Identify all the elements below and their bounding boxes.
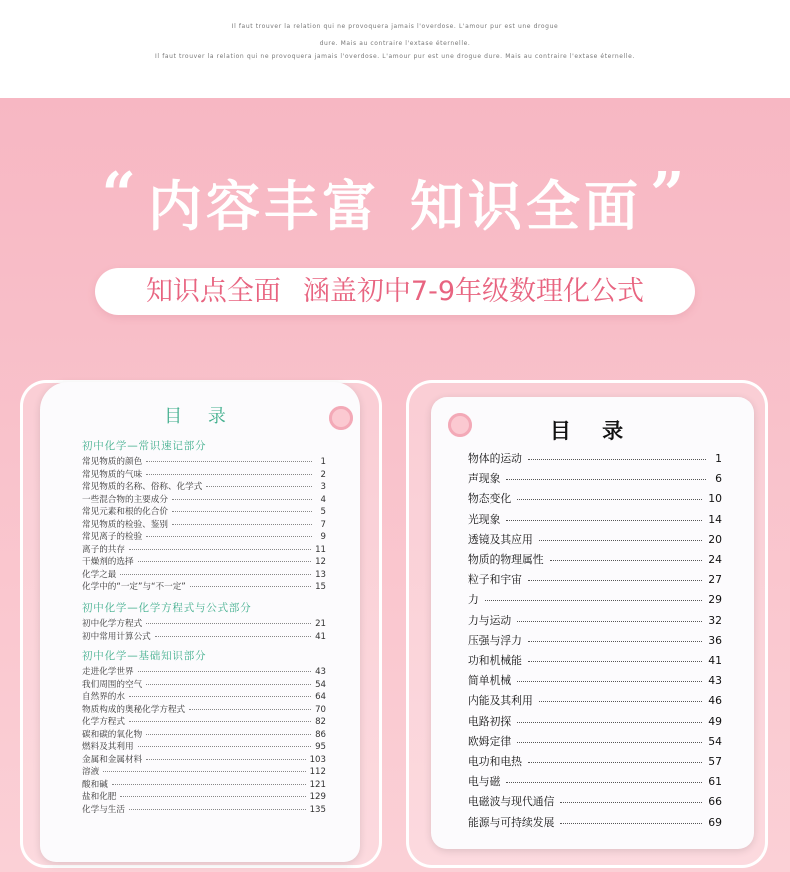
dot-leader [528, 641, 702, 642]
toc-entry-label: 自然界的水 [82, 692, 125, 702]
toc-entry-page: 9 [320, 532, 326, 542]
toc-entry [82, 543, 326, 555]
toc-entry-label: 走进化学世界 [82, 667, 134, 677]
toc-entry-label: 力 [468, 593, 479, 607]
section-heading: 初中化学—常识速记部分 [82, 440, 207, 452]
tagline-line-2: dure. Mais au contraire l'extase éternelle. [319, 40, 471, 47]
toc-entry [82, 690, 326, 702]
toc-entry-page: 2 [320, 469, 326, 480]
dot-leader [172, 499, 312, 500]
toc-entry-label: 初中化学方程式 [82, 619, 143, 629]
dot-leader [138, 746, 311, 747]
toc-entry [82, 790, 326, 802]
dot-leader [517, 681, 702, 682]
toc-entry-label: 离子的共存 [82, 544, 125, 555]
toc-entry [468, 734, 722, 752]
toc-entry-label: 简单机械 [468, 674, 512, 688]
toc-entry [82, 678, 326, 690]
toc-entry [468, 552, 722, 570]
dot-leader [517, 722, 702, 723]
dot-leader [146, 474, 312, 475]
headline [0, 160, 790, 241]
dot-leader [539, 701, 702, 702]
toc-entry-label: 化学之最 [82, 569, 117, 580]
toc-entry-page: 24 [708, 553, 722, 566]
dot-leader [528, 762, 702, 763]
toc-entry-page: 29 [708, 593, 722, 607]
toc-entry-label: 电功和电热 [468, 755, 522, 768]
toc-entry [468, 815, 722, 833]
dot-leader [129, 721, 311, 722]
toc-entry [468, 633, 722, 651]
section-heading: 初中化学—化学方程式与公式部分 [82, 602, 252, 614]
toc-entry-page: 10 [708, 492, 722, 506]
toc-entry-label: 物体的运动 [468, 452, 522, 465]
toc-entry-label: 燃料及其利用 [82, 742, 134, 752]
toc-entry-page: 14 [708, 512, 722, 526]
toc-entry-label: 溶液 [82, 767, 100, 777]
toc-entry-page: 1 [715, 452, 722, 465]
headline-part-b: 知识全面 [410, 175, 642, 238]
tagline-line-3: Il faut trouver la relation qui ne provoquera jamais l'overdose. L'amour pur est une drogue dure. Mais au contraire l'extase éternelle. [155, 53, 635, 60]
toc-entry [82, 518, 326, 530]
dot-leader [146, 684, 311, 685]
toc-entry-page: 86 [315, 729, 326, 740]
headline-part-a: 内容丰富 [148, 175, 380, 238]
physics-card-title: 目 录 [549, 419, 636, 443]
dot-leader [550, 560, 703, 561]
toc-entry [82, 455, 326, 467]
toc-entry-label: 力与运动 [468, 613, 512, 627]
toc-entry [468, 572, 722, 590]
toc-entry [468, 754, 722, 772]
chemistry-card-title: 目 录 [164, 406, 236, 427]
toc-entry-page: 41 [708, 654, 722, 667]
toc-entry [468, 714, 722, 732]
toc-entry-label: 粒子和宇宙 [468, 573, 522, 587]
toc-entry-page: 70 [315, 704, 326, 715]
toc-entry-page: 46 [708, 694, 722, 708]
subtitle-part-b: 涵盖初中7-9年级数理化公式 [302, 276, 645, 307]
toc-entry-page: 41 [315, 631, 326, 642]
dot-leader [528, 661, 702, 662]
toc-entry-page: 66 [708, 795, 722, 809]
subtitle-pill [95, 268, 695, 315]
dot-leader [146, 623, 311, 624]
toc-entry-page: 82 [315, 717, 326, 727]
toc-entry [82, 765, 326, 777]
toc-entry-page: 27 [708, 573, 722, 587]
toc-entry-page: 36 [708, 633, 722, 647]
header-band [0, 0, 790, 98]
dot-leader [146, 461, 312, 462]
toc-entry-label: 透镜及其应用 [468, 532, 533, 546]
dot-leader [190, 586, 311, 587]
toc-entry [468, 512, 722, 530]
dot-leader [517, 499, 702, 500]
dot-leader [146, 734, 311, 735]
dot-leader [506, 782, 702, 783]
toc-entry-page: 11 [315, 544, 326, 555]
toc-entry-page: 20 [708, 532, 722, 546]
toc-entry-label: 常见离子的检验 [82, 532, 143, 542]
toc-entry-page: 4 [320, 494, 326, 505]
dot-leader [120, 574, 311, 575]
toc-entry-page: 95 [315, 742, 326, 752]
toc-entry-page: 54 [708, 734, 722, 748]
dot-leader [485, 600, 702, 601]
toc-entry [82, 630, 326, 642]
toc-entry-label: 常见物质的颜色 [82, 457, 143, 467]
dot-leader [560, 802, 702, 803]
dot-leader [146, 536, 312, 537]
toc-entry-label: 常见元素和根的化合价 [82, 507, 168, 517]
toc-entry [82, 740, 326, 752]
toc-entry [468, 532, 722, 550]
dot-leader [138, 671, 311, 672]
toc-entry-page: 12 [315, 557, 326, 567]
toc-entry-page: 5 [320, 507, 326, 517]
dot-leader [506, 479, 706, 480]
toc-entry-page: 7 [320, 519, 326, 530]
toc-entry [82, 715, 326, 727]
dot-leader [112, 784, 306, 785]
toc-entry-label: 声现象 [468, 472, 501, 486]
toc-entry-label: 盐和化肥 [82, 792, 117, 802]
toc-entry-page: 32 [708, 613, 722, 627]
open-quote-mark: “ [101, 160, 140, 230]
section-heading: 初中化学—基础知识部分 [82, 650, 207, 662]
toc-entry-page: 13 [315, 569, 326, 580]
toc-entry [82, 617, 326, 629]
toc-entry-label: 干燥剂的选择 [82, 557, 134, 567]
dot-leader [120, 796, 305, 797]
toc-entry [468, 653, 722, 671]
toc-entry-page: 49 [708, 714, 722, 728]
toc-entry-label: 功和机械能 [468, 654, 522, 667]
dot-leader [172, 524, 312, 525]
toc-entry-label: 常见物质的检验、鉴别 [82, 519, 168, 530]
toc-entry-page: 112 [309, 767, 326, 777]
toc-entry-label: 电路初探 [468, 714, 512, 728]
dot-leader [517, 621, 702, 622]
toc-entry [468, 693, 722, 711]
toc-entry-page: 103 [309, 754, 326, 765]
toc-entry-label: 我们周围的空气 [82, 679, 143, 690]
toc-entry-page: 43 [315, 667, 326, 677]
toc-entry-page: 61 [708, 775, 722, 789]
toc-entry [82, 530, 326, 542]
toc-entry-label: 一些混合物的主要成分 [82, 494, 168, 505]
toc-entry [82, 493, 326, 505]
dot-leader [138, 561, 311, 562]
toc-entry [82, 480, 326, 492]
dot-leader [517, 742, 702, 743]
toc-entry-page: 129 [309, 792, 326, 802]
toc-entry [82, 555, 326, 567]
toc-entry-page: 54 [315, 679, 326, 690]
toc-entry-page: 121 [309, 779, 326, 790]
dot-leader [129, 696, 311, 697]
toc-entry-label: 化学与生活 [82, 804, 125, 815]
dot-leader [528, 580, 702, 581]
dot-leader [172, 511, 312, 512]
toc-entry-page: 43 [708, 674, 722, 688]
toc-entry [82, 778, 326, 790]
dot-leader [155, 636, 311, 637]
toc-entry-label: 金属和金属材料 [82, 754, 143, 765]
toc-entry [82, 665, 326, 677]
toc-entry [82, 505, 326, 517]
toc-entry-label: 物质构成的奥秘化学方程式 [82, 704, 186, 715]
toc-entry-page: 69 [708, 815, 722, 829]
toc-entry [468, 592, 722, 610]
toc-entry-page: 1 [320, 457, 326, 467]
toc-entry [468, 471, 722, 489]
toc-entry-page: 3 [320, 482, 326, 492]
dot-leader [129, 549, 311, 550]
toc-entry [82, 803, 326, 815]
toc-entry-page: 15 [315, 582, 326, 592]
toc-entry-label: 物质的物理属性 [468, 553, 544, 566]
toc-entry [468, 673, 722, 691]
toc-entry-label: 常见物质的名称、俗称、化学式 [82, 482, 203, 492]
toc-entry [82, 753, 326, 765]
toc-entry [82, 728, 326, 740]
toc-entry [468, 491, 722, 509]
dot-leader [189, 709, 311, 710]
toc-entry-label: 能源与可持续发展 [468, 815, 555, 829]
dot-leader [103, 771, 305, 772]
toc-entry-label: 电与磁 [468, 775, 501, 789]
toc-entry [82, 568, 326, 580]
toc-entry-page: 57 [708, 755, 722, 768]
toc-entry-label: 内能及其利用 [468, 694, 533, 708]
toc-entry [82, 580, 326, 592]
toc-entry-label: 光现象 [468, 512, 501, 526]
toc-entry-label: 压强与浮力 [468, 633, 522, 647]
toc-entry-label: 初中常用计算公式 [82, 631, 151, 642]
subtitle-part-a: 知识点全面 [145, 276, 281, 307]
toc-entry-label: 化学方程式 [82, 717, 125, 727]
toc-entry-label: 常见物质的气味 [82, 469, 143, 480]
toc-entry-page: 135 [309, 804, 326, 815]
toc-entry-label: 电磁波与现代通信 [468, 795, 555, 809]
toc-entry [468, 774, 722, 792]
toc-entry-page: 64 [315, 692, 326, 702]
dot-leader [206, 486, 312, 487]
toc-entry-label: 酸和碱 [82, 779, 108, 790]
dot-leader [560, 823, 702, 824]
toc-entry [468, 613, 722, 631]
dot-leader [129, 809, 306, 810]
toc-entry-label: 化学中的“一定”与“不一定” [82, 582, 186, 592]
toc-entry-page: 21 [315, 619, 326, 629]
toc-entry-label: 碳和碳的氧化物 [82, 729, 143, 740]
dot-leader [506, 520, 702, 521]
tagline-line-1: Il faut trouver la relation qui ne provoquera jamais l'overdose. L'amour pur est une drogue [231, 23, 559, 30]
dot-leader [528, 459, 706, 460]
toc-entry [468, 794, 722, 812]
toc-entry [82, 468, 326, 480]
toc-entry [468, 451, 722, 469]
toc-entry-label: 物态变化 [468, 492, 512, 506]
dot-leader [539, 540, 702, 541]
toc-entry-label: 欧姆定律 [468, 734, 512, 748]
dot-leader [146, 759, 305, 760]
close-quote-mark: ” [650, 160, 689, 230]
toc-entry [82, 703, 326, 715]
toc-entry-page: 6 [715, 472, 722, 486]
